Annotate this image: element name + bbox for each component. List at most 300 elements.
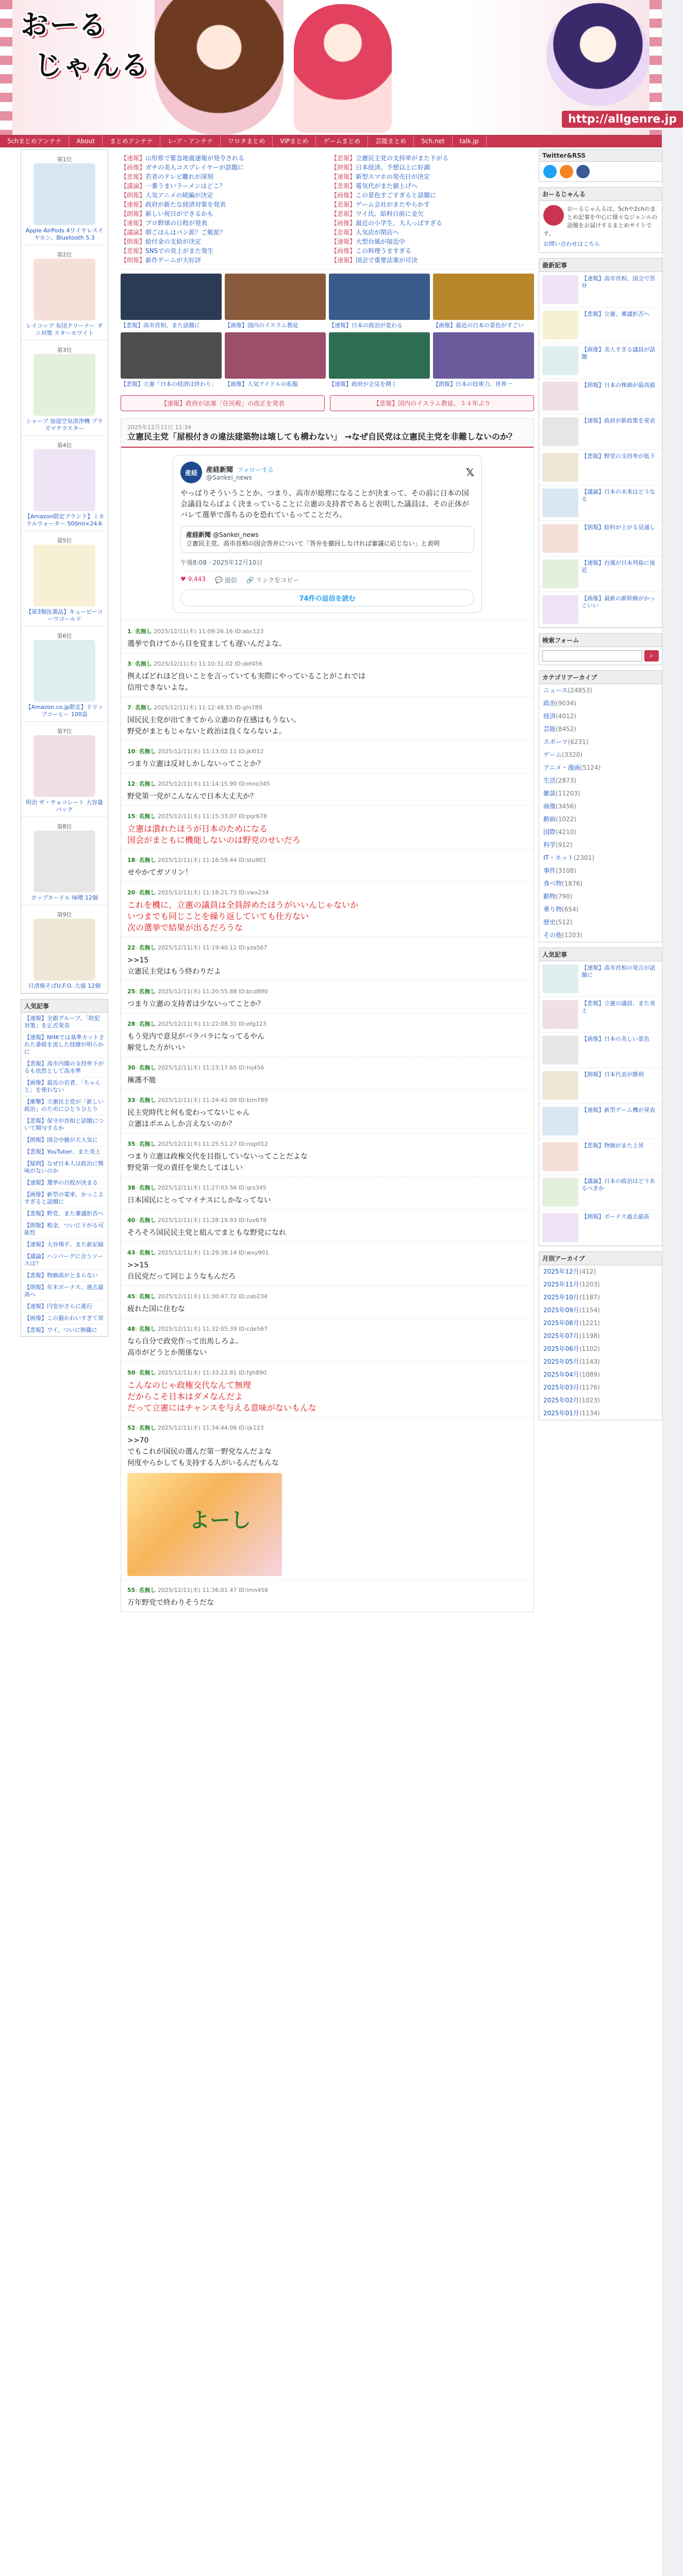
recent-article-title: 【速報】台風が日本列島に接近 xyxy=(581,560,655,573)
thumbnail-link[interactable] xyxy=(329,332,430,388)
category-name: ゲーム xyxy=(543,751,562,758)
category-link[interactable] xyxy=(539,916,662,929)
headline-text: 日本経済、予想以上に好調 xyxy=(356,164,430,171)
comment-number[interactable]: 1 xyxy=(127,628,131,635)
comment-number[interactable]: 50 xyxy=(127,1369,136,1376)
twitter-icon[interactable] xyxy=(543,165,557,178)
recent-article[interactable] xyxy=(539,450,662,485)
product-ad[interactable] xyxy=(21,436,108,531)
thumbnail-link[interactable] xyxy=(329,274,430,329)
headline-link[interactable] xyxy=(121,237,324,246)
popular-article-link[interactable]: 【速報】大谷翔平、また新記録 xyxy=(21,1239,108,1251)
headline-tag: 【悲報】 xyxy=(331,155,356,162)
product-title[interactable]: 【第3類医薬品】キューピーコーワゴールド xyxy=(26,608,103,622)
popular-article-link[interactable]: 【画像】新型の電車、かっこよすぎると話題に xyxy=(21,1189,108,1208)
popular-article-link[interactable]: 【悲報】YouTuber、また炎上 xyxy=(21,1146,108,1158)
recent-article-title: 【速報】政府が新政策を発表 xyxy=(581,417,655,424)
comment-number[interactable]: 55 xyxy=(127,1587,136,1594)
monthly-link[interactable] xyxy=(539,1291,662,1304)
popular-article-link[interactable]: 【速報】選挙の日程が決まる xyxy=(21,1177,108,1189)
headline-tag: 【悲報】 xyxy=(331,182,356,190)
product-image[interactable] xyxy=(34,545,95,606)
monthly-list xyxy=(539,1265,662,1420)
tweet-timestamp[interactable]: 午後8:08 · 2025年12月10日 xyxy=(180,559,263,566)
nav-item[interactable]: ワロタまとめ xyxy=(221,135,273,147)
popular-article-link[interactable]: 【速報】円安がさらに進行 xyxy=(21,1301,108,1313)
category-name: スポーツ xyxy=(543,738,568,745)
product-title[interactable]: Apple AirPods 4ワイヤレスイヤホン、Bluetooth 5.3 xyxy=(25,227,104,241)
popular-article[interactable] xyxy=(539,997,662,1032)
thumbnail-image[interactable] xyxy=(329,274,430,320)
nav-item[interactable]: まとめアンテナ xyxy=(103,135,161,147)
headline-link[interactable] xyxy=(331,228,534,237)
popular-article-link[interactable]: 【悲報】ワイ、ついに無職に xyxy=(21,1325,108,1336)
comment-meta: 48: 名無し 2025/12/11(木) 11:32:05.39 ID:cde567 xyxy=(127,1326,268,1332)
month-name: 2025年12月 xyxy=(543,1268,579,1275)
headline-link[interactable] xyxy=(331,154,534,163)
category-link[interactable] xyxy=(539,710,662,723)
comment-number[interactable]: 52 xyxy=(127,1425,136,1431)
popular-title: 人気記事 xyxy=(539,948,662,961)
popular-article-image xyxy=(542,1107,578,1136)
popular-article[interactable] xyxy=(539,1032,662,1068)
headline-text: 立憲民主党の支持率がまた下がる xyxy=(356,155,449,162)
category-link[interactable] xyxy=(539,749,662,761)
comment-number[interactable]: 28 xyxy=(127,1021,136,1027)
thumbnail-link[interactable] xyxy=(121,332,222,388)
recent-article[interactable] xyxy=(539,308,662,343)
comment-number[interactable]: 25 xyxy=(127,988,136,995)
popular-article[interactable] xyxy=(539,1139,662,1175)
headline-tag: 【速報】 xyxy=(121,155,146,162)
popular-article[interactable] xyxy=(539,1104,662,1139)
popular-article-link[interactable]: 【衝撃】立憲民主党が「新しい政治」のためにひとりひとり xyxy=(21,1096,108,1115)
comment-date: 2025/12/11(木) 11:24:42.09 ID:klm789 xyxy=(158,1097,268,1104)
category-link[interactable] xyxy=(539,813,662,826)
headline-link[interactable] xyxy=(121,191,324,200)
popular-article-link[interactable]: 【速報】全銀グループ、「防犯対策」を正式発表 xyxy=(21,1013,108,1032)
related-link[interactable]: 【速報】政府が法案「住民税」の改正を発表 xyxy=(121,395,325,411)
recent-article-image xyxy=(542,524,578,553)
headline-text: 一番うまいラーメンはどこ？ xyxy=(145,182,226,190)
x-logo-icon[interactable]: 𝕏 xyxy=(465,466,474,479)
comment-text: これを機に、立憲の議員は全員辞めたほうがいいんじゃないか いつまでも同じことを繰り返していても仕方ない 次の選挙で結果が出るだろうな xyxy=(127,900,359,933)
category-name: 乗り物 xyxy=(543,906,562,913)
product-rank: 第8位 xyxy=(57,823,72,830)
embedded-tweet[interactable] xyxy=(173,455,482,613)
category-link[interactable] xyxy=(539,787,662,800)
comment-number[interactable]: 35 xyxy=(127,1141,136,1147)
product-title[interactable]: カップヌードル 味噌 12個 xyxy=(30,894,98,901)
monthly-link[interactable] xyxy=(539,1330,662,1343)
tweet-author-name[interactable]: 産経新聞 xyxy=(206,466,234,474)
logo-line-2: じゃんる xyxy=(34,49,149,81)
category-count: (9034) xyxy=(556,700,576,707)
product-image[interactable] xyxy=(34,259,95,320)
comment-text: つまり立憲は反対しかしないってことか？ xyxy=(127,760,264,768)
month-name: 2025年08月 xyxy=(543,1319,579,1327)
comment-number[interactable]: 12 xyxy=(127,781,136,787)
quoted-tweet-author: 産経新聞 xyxy=(186,531,211,538)
product-ad[interactable] xyxy=(21,531,108,626)
thumbnail-image[interactable] xyxy=(121,332,222,379)
comment-text: せやかてガソリン！ xyxy=(127,869,192,877)
product-ad[interactable] xyxy=(21,626,108,722)
category-link[interactable] xyxy=(539,723,662,736)
headline-link[interactable] xyxy=(121,228,324,237)
product-title[interactable]: シャープ 加湿空気清浄機 プラズマクラスター xyxy=(26,418,103,432)
product-ad[interactable] xyxy=(21,905,108,993)
comment-text: 日本国民にとってマイナスにしかなってない xyxy=(127,1196,271,1205)
comment-date: 2025/12/11(木) 11:10:31.02 ID:def456 xyxy=(154,660,263,667)
popular-article-link[interactable]: 【悲報】保守が首相と話題について関与するか xyxy=(21,1115,108,1134)
popular-article-link[interactable]: 【悲報】野党、また審議拒否へ xyxy=(21,1208,108,1220)
comment-number[interactable]: 48 xyxy=(127,1326,136,1332)
headline-tag: 【朗報】 xyxy=(121,210,146,217)
popular-article-image xyxy=(542,1178,578,1207)
popular-article-link[interactable]: 【朗報】国会中継が大人気に xyxy=(21,1134,108,1146)
popular-article[interactable] xyxy=(539,1175,662,1210)
headline-link[interactable] xyxy=(331,200,534,209)
nav-item[interactable]: ゲームまとめ xyxy=(316,135,368,147)
comment-date: 2025/12/11(木) 11:25:51.27 ID:nop012 xyxy=(158,1141,268,1147)
thumbnail-image[interactable] xyxy=(121,274,222,320)
tweet-read-replies-button[interactable]: 74件の返信を読む xyxy=(180,589,474,606)
headline-link[interactable] xyxy=(331,237,534,246)
product-ad[interactable] xyxy=(21,341,108,436)
product-image[interactable] xyxy=(34,354,95,416)
comment-date: 2025/12/11(木) 11:30:47.72 ID:zab234 xyxy=(158,1293,268,1300)
comment-number[interactable]: 15 xyxy=(127,813,136,820)
comment-meta: 28: 名無し 2025/12/11(木) 11:22:08.31 ID:efg123 xyxy=(127,1021,266,1027)
category-link[interactable] xyxy=(539,890,662,903)
popular-article-link[interactable]: 【画像】この猫かわいすぎて草 xyxy=(21,1313,108,1325)
tweet-avatar[interactable]: 産経 xyxy=(180,462,202,483)
tweet-reply-button[interactable]: 💬 返信 xyxy=(214,577,237,584)
comment-image[interactable] xyxy=(127,1473,282,1576)
headline-link[interactable] xyxy=(331,181,534,191)
thumbnail-link[interactable] xyxy=(225,332,326,388)
headline-tag: 【悲報】 xyxy=(121,173,146,180)
monthly-link[interactable] xyxy=(539,1278,662,1291)
headline-link[interactable] xyxy=(121,200,324,209)
tweet-author xyxy=(206,464,274,481)
comment-meta: 15: 名無し 2025/12/11(木) 11:15:33.07 ID:pqr678 xyxy=(127,813,267,820)
comment-text: 野党第一党がこんなんで日本大丈夫か？ xyxy=(127,792,257,801)
popular-article-link[interactable]: 【画像】最近の若者、「ちゃんと」を使わない xyxy=(21,1077,108,1096)
recent-article[interactable] xyxy=(539,485,662,521)
category-link[interactable] xyxy=(539,800,662,813)
month-count: (1154) xyxy=(579,1307,600,1314)
profile-title: おーるじゃんる xyxy=(539,188,662,201)
comment-number[interactable]: 22 xyxy=(127,944,136,951)
comment-number[interactable]: 43 xyxy=(127,1249,136,1256)
headline-link[interactable] xyxy=(121,154,324,163)
recent-articles-list xyxy=(539,272,662,628)
comment-meta: 52: 名無し 2025/12/11(木) 11:34:44.06 ID:ijk123 xyxy=(127,1425,264,1431)
facebook-icon[interactable] xyxy=(576,165,590,178)
tweet-copy-link-button[interactable]: 🔗 リンクをコピー xyxy=(246,577,299,584)
popular-article-link[interactable]: 【悲報】物価高がとまらない xyxy=(21,1270,108,1282)
article-date: 2025年12月11日 11:34 xyxy=(127,424,192,431)
recent-article[interactable] xyxy=(539,272,662,308)
monthly-link[interactable] xyxy=(539,1317,662,1330)
comment-meta: 43: 名無し 2025/12/11(木) 11:29:38.14 ID:wxy901 xyxy=(127,1249,269,1256)
recent-article[interactable] xyxy=(539,379,662,414)
popular-article-image xyxy=(542,1071,578,1100)
popular-article-link[interactable]: 【悲報】高市内閣の支持率下がるも依然として高水準 xyxy=(21,1058,108,1077)
category-count: (790) xyxy=(556,893,573,900)
month-count: (1023) xyxy=(579,1397,600,1404)
recent-article-title: 【画像】最新の新幹線がかっこいい xyxy=(581,595,655,609)
tweet-follow-link[interactable]: フォローする xyxy=(237,466,274,473)
product-title[interactable]: 【Amazon限定ブランド】ミネラルウォーター 500ml×24本 xyxy=(24,513,105,527)
popular-article-link[interactable]: 【速報】NHKでは基準カットされた番組を流した経緯が明らかに xyxy=(21,1032,108,1058)
nav-item[interactable]: 5ch.net xyxy=(414,135,452,147)
comment-date: 2025/12/11(木) 11:23:17.65 ID:hij456 xyxy=(158,1064,264,1071)
popular-article-image xyxy=(542,1036,578,1064)
comment-date: 2025/12/11(木) 11:09:26.16 ID:abc123 xyxy=(154,628,264,635)
popular-article[interactable] xyxy=(539,1068,662,1104)
category-count: (2873) xyxy=(556,777,576,784)
category-count: (654) xyxy=(562,906,579,913)
monthly-link[interactable] xyxy=(539,1343,662,1355)
comment-date: 2025/12/11(木) 11:22:08.31 ID:efg123 xyxy=(158,1021,266,1027)
tweet-handle: @Sankei_news xyxy=(206,473,252,481)
comment-author: 名無し xyxy=(139,1184,156,1191)
category-link[interactable] xyxy=(539,684,662,697)
thumbnail-image[interactable] xyxy=(433,274,534,320)
nav-item[interactable]: 芸能まとめ xyxy=(368,135,414,147)
month-count: (1176) xyxy=(579,1384,600,1391)
profile-text: おーるじゃんるは、5chや2chのまとめ記事を中心に様々なジャンルの話題をお届けするまとめサイトです。 xyxy=(543,206,658,237)
search-input[interactable] xyxy=(542,650,642,662)
popular-article-link[interactable]: 【議論】ハンバーグに合うソースは？ xyxy=(21,1251,108,1270)
rss-icon[interactable] xyxy=(560,165,573,178)
popular-article-title: 【悲報】立憲の議員、また炎上 xyxy=(581,1000,655,1014)
thumbnail-title: 【画像】最近の日本の景色がすごい xyxy=(433,322,524,329)
headline-link[interactable] xyxy=(121,181,324,191)
category-link[interactable] xyxy=(539,761,662,774)
contact-link[interactable]: お問い合わせはこちら xyxy=(543,241,600,247)
thumbnail-image[interactable] xyxy=(225,274,326,320)
headline-text: この料理うますぎる xyxy=(356,247,412,255)
product-rank: 第3位 xyxy=(57,347,72,353)
tweet-body: やっぱりそういうことか。つまり、高市が総理になることが決まって、その前に日本の国会議員ならばよく決まっていることに立憲の支持者であると表明した議員は、その正体がバレて選挙で落ちるのを恐れているってことだろ。 xyxy=(180,489,469,519)
comment-number[interactable]: 7 xyxy=(127,704,131,711)
product-rank: 第5位 xyxy=(57,537,72,544)
global-nav xyxy=(0,135,662,147)
headline-text: 大型台風が接近中 xyxy=(356,238,406,245)
monthly-link[interactable] xyxy=(539,1381,662,1394)
category-link[interactable] xyxy=(539,826,662,839)
comment-number[interactable]: 33 xyxy=(127,1097,136,1104)
comment-date: 2025/12/11(木) 11:12:48.55 ID:ghi789 xyxy=(154,704,262,711)
comment xyxy=(121,1362,534,1417)
headline-link[interactable] xyxy=(331,256,534,265)
recent-article-image xyxy=(542,275,578,304)
product-ad[interactable] xyxy=(21,245,108,341)
product-image[interactable] xyxy=(34,919,95,980)
product-title[interactable]: レイコップ 布団クリーナー ダニ対策 スターホワイト xyxy=(26,323,103,336)
headline-link[interactable] xyxy=(331,218,534,228)
category-name: 国際 xyxy=(543,828,556,836)
headline-text: 人気店が閉店へ xyxy=(356,229,399,236)
category-count: (1203) xyxy=(562,931,582,939)
headline-link[interactable] xyxy=(331,191,534,200)
headline-text: ワイ氏、給料日前に金欠 xyxy=(356,210,424,217)
recent-article[interactable] xyxy=(539,414,662,450)
popular-article-title: 【速報】新型ゲーム機が発表 xyxy=(581,1107,655,1113)
popular-article-link[interactable]: 【疑問】なぜ日本人は政治に興味がないのか xyxy=(21,1158,108,1177)
recent-article-image xyxy=(542,311,578,340)
related-link[interactable]: 【悲報】国内のイスラム教徒、３４年ぶり xyxy=(330,395,534,411)
comment-number[interactable]: 40 xyxy=(127,1217,136,1224)
quoted-tweet[interactable] xyxy=(180,526,474,553)
product-rank: 第1位 xyxy=(57,156,72,163)
headline-link[interactable] xyxy=(121,218,324,228)
category-count: (1876) xyxy=(562,880,582,887)
thumbnail-image[interactable] xyxy=(225,332,326,379)
category-link[interactable] xyxy=(539,877,662,890)
headline-link[interactable] xyxy=(121,246,324,256)
recent-article[interactable] xyxy=(539,556,662,592)
popular-article-link[interactable]: 【朗報】税金、ついに下がる可能性 xyxy=(21,1220,108,1239)
product-image[interactable] xyxy=(34,735,95,797)
month-name: 2025年02月 xyxy=(543,1397,579,1404)
product-image[interactable] xyxy=(34,640,95,702)
month-name: 2025年06月 xyxy=(543,1345,579,1352)
search-icon[interactable]: ⌕ xyxy=(644,650,659,662)
comment-number[interactable]: 18 xyxy=(127,857,136,863)
site-url[interactable]: http://allgenre.jp xyxy=(562,111,683,128)
recent-article-title: 【悲報】野党の支持率が低下 xyxy=(581,453,655,460)
recent-article[interactable] xyxy=(539,592,662,628)
category-link[interactable] xyxy=(539,929,662,942)
thumbnail-title: 【画像】人気アイドルの私服 xyxy=(225,381,298,387)
recent-article-title: 【朗報】日本の株価が最高値 xyxy=(581,382,655,388)
recent-article[interactable] xyxy=(539,343,662,379)
popular-article[interactable] xyxy=(539,961,662,997)
thumbnail-link[interactable] xyxy=(433,332,534,388)
month-count: (1134) xyxy=(579,1410,600,1417)
headline-link[interactable] xyxy=(331,209,534,218)
popular-article-link[interactable]: 【朗報】年末ボーナス、過去最高へ xyxy=(21,1282,108,1301)
monthly-link[interactable] xyxy=(539,1368,662,1381)
thumbnail-link[interactable] xyxy=(121,274,222,329)
recent-article-image xyxy=(542,488,578,517)
comment-meta: 1: 名無し 2025/12/11(木) 11:09:26.16 ID:abc123 xyxy=(127,628,264,635)
monthly-link[interactable] xyxy=(539,1407,662,1420)
category-link[interactable] xyxy=(539,903,662,916)
left-sidebar xyxy=(21,149,108,2576)
product-ad[interactable] xyxy=(21,722,108,817)
site-logo[interactable] xyxy=(21,5,149,93)
nav-item[interactable]: レ-ア・アンテナ xyxy=(160,135,221,147)
recent-article[interactable] xyxy=(539,521,662,556)
headline-tag: 【速報】 xyxy=(331,173,356,180)
product-image[interactable] xyxy=(34,831,95,892)
comment-text: 民主党時代と何も変わってないじゃん 立憲はポエムしか言えないのか？ xyxy=(127,1109,250,1128)
product-ranking-list xyxy=(21,150,108,993)
category-link[interactable] xyxy=(539,736,662,749)
product-image[interactable] xyxy=(34,163,95,225)
headline-link[interactable] xyxy=(121,256,324,265)
recent-article-image xyxy=(542,346,578,375)
comment-number[interactable]: 38 xyxy=(127,1184,136,1191)
category-link[interactable] xyxy=(539,852,662,865)
comment-text: もう党内で意見がバラバラになってるやん 解党した方がいい xyxy=(127,1032,264,1052)
headline-link[interactable] xyxy=(331,172,534,181)
category-name: 動物 xyxy=(543,893,556,900)
headline-link[interactable] xyxy=(121,163,324,172)
month-name: 2025年09月 xyxy=(543,1307,579,1314)
product-ad[interactable] xyxy=(21,817,108,905)
category-link[interactable] xyxy=(539,774,662,787)
headline-text: 山形県で緊急地震速報が発令される xyxy=(145,155,245,162)
product-title[interactable]: 【Amazon.co.jp限定】ドリップコーヒー 100袋 xyxy=(25,704,104,718)
comment-number[interactable]: 20 xyxy=(127,889,136,896)
nav-item[interactable]: About xyxy=(69,135,102,147)
product-title[interactable]: 明治 ザ・チョコレート 大容量パック xyxy=(26,799,103,813)
popular-article[interactable] xyxy=(539,1210,662,1246)
category-count: (8452) xyxy=(556,725,576,733)
comment xyxy=(121,697,534,740)
tweet-like-button[interactable]: ♥ 9,443 xyxy=(180,575,206,583)
thumbnail-link[interactable] xyxy=(433,274,534,329)
headline-link[interactable] xyxy=(331,246,534,256)
comment-number[interactable]: 30 xyxy=(127,1064,136,1071)
thumbnail-title: 【悲報】立憲「日本の経済は終わり」 xyxy=(121,381,217,387)
monthly-link[interactable] xyxy=(539,1355,662,1368)
nav-item[interactable]: 5chまとめアンテナ xyxy=(0,135,69,147)
product-ad[interactable] xyxy=(21,150,108,245)
headline-link[interactable] xyxy=(121,209,324,218)
headline-link[interactable] xyxy=(121,172,324,181)
headline-text: 新型スマホの発売日が決定 xyxy=(356,173,430,180)
category-name: 事件 xyxy=(543,867,556,874)
category-count: (5124) xyxy=(580,764,601,771)
popular-article-title: 【議論】日本の政治はどうあるべきか xyxy=(581,1178,655,1192)
recent-articles-title: 最新記事 xyxy=(539,259,662,272)
monthly-link[interactable] xyxy=(539,1304,662,1317)
thumbnail-link[interactable] xyxy=(225,274,326,329)
nav-item[interactable]: VIPまとめ xyxy=(273,135,316,147)
thumbnail-title: 【悲報】高市首相、また話題に xyxy=(121,322,200,329)
thumbnail-image[interactable] xyxy=(433,332,534,379)
comment-number[interactable]: 45 xyxy=(127,1293,136,1300)
nav-item[interactable]: talk.jp xyxy=(453,135,487,147)
recent-article-image xyxy=(542,453,578,482)
category-link[interactable] xyxy=(539,865,662,877)
product-title[interactable]: 日清焼そばU.F.O. 大盛 12個 xyxy=(28,982,101,989)
sns-icons xyxy=(539,162,662,181)
headline-text: 国会で重要法案が可決 xyxy=(356,257,418,264)
amazon-ranking-box xyxy=(21,149,108,994)
category-link[interactable] xyxy=(539,839,662,852)
category-link[interactable] xyxy=(539,697,662,710)
product-image[interactable] xyxy=(34,449,95,511)
tweet-actions xyxy=(180,571,474,584)
monthly-link[interactable] xyxy=(539,1265,662,1278)
comment-number[interactable]: 10 xyxy=(127,748,136,755)
comment-date: 2025/12/11(木) 11:36:01.47 ID:lmn456 xyxy=(158,1587,269,1594)
monthly-link[interactable] xyxy=(539,1394,662,1407)
comment-number[interactable]: 3 xyxy=(127,660,131,667)
headline-link[interactable] xyxy=(331,163,534,172)
thumbnail-image[interactable] xyxy=(329,332,430,379)
comment-meta: 33: 名無し 2025/12/11(木) 11:24:42.09 ID:klm789 xyxy=(127,1097,268,1104)
